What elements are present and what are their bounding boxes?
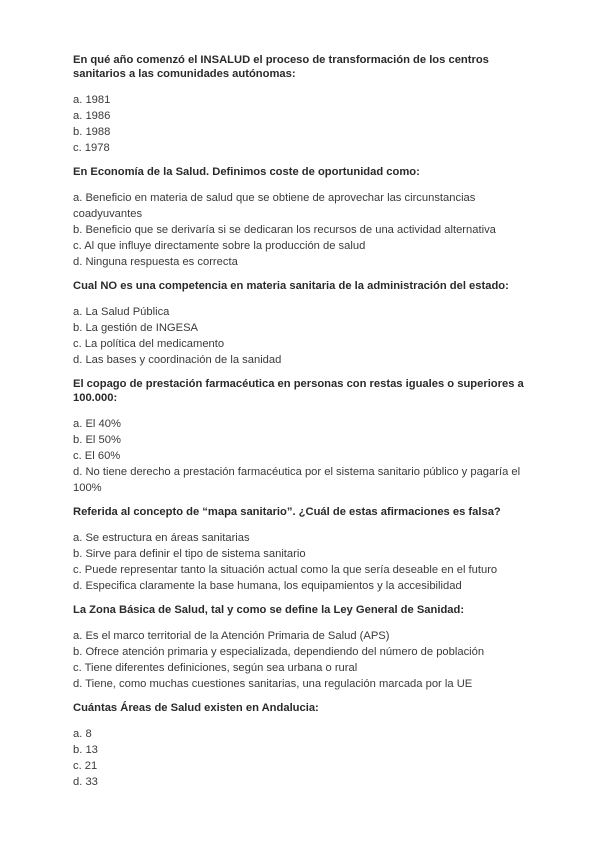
option: a. Es el marco territorial de la Atención Primaria de Salud (APS): [73, 630, 390, 642]
question-title: El copago de prestación farmacéutica en personas con restas iguales o superiores a 100.000:: [73, 378, 524, 404]
option: c. La política del medicamento: [73, 338, 225, 350]
option: c. 21: [73, 760, 98, 772]
options-list: [73, 628, 533, 692]
question-title: En qué año comenzó el INSALUD el proceso de transformación de los centros sanitarios a las comunidades autónomas:: [73, 54, 489, 80]
option: b. Sirve para definir el tipo de sistema sanitario: [73, 548, 306, 560]
option: c. 1978: [73, 142, 110, 154]
option: b. La gestión de INGESA: [73, 322, 199, 334]
options-list: [73, 530, 533, 594]
document-page: [73, 53, 533, 799]
options-list: [73, 726, 533, 790]
option: b. Beneficio que se derivaría si se dedicaran los recursos de una actividad alternativa: [73, 224, 496, 236]
option: d. Ninguna respuesta es correcta: [73, 256, 238, 268]
option: c. El 60%: [73, 450, 121, 462]
option: b. 1988: [73, 126, 111, 138]
question-6: [73, 603, 533, 692]
option: b. El 50%: [73, 434, 121, 446]
option: a. 1981: [73, 94, 111, 106]
option: a. 1986: [73, 110, 111, 122]
question-5: [73, 505, 533, 594]
option: b. 13: [73, 744, 98, 756]
options-list: [73, 416, 533, 496]
question-2: [73, 165, 533, 270]
option: a. 8: [73, 728, 92, 740]
option: c. Puede representar tanto la situación actual como la que sería deseable en el futuro: [73, 564, 498, 576]
question-title: Cuántas Áreas de Salud existen en Andalucia:: [73, 702, 319, 714]
option: c. Al que influye directamente sobre la producción de salud: [73, 240, 366, 252]
question-title: La Zona Básica de Salud, tal y como se define la Ley General de Sanidad:: [73, 604, 465, 616]
option: d. Tiene, como muchas cuestiones sanitarias, una regulación marcada por la UE: [73, 678, 473, 690]
question-4: [73, 377, 533, 496]
options-list: [73, 92, 533, 156]
option: a. Beneficio en materia de salud que se obtiene de aprovechar las circunstancias coadyuvantes: [73, 192, 476, 220]
question-1: [73, 53, 533, 156]
option: a. El 40%: [73, 418, 121, 430]
options-list: [73, 304, 533, 368]
option: d. No tiene derecho a prestación farmacéutica por el sistema sanitario público y pagaría el 100%: [73, 466, 521, 494]
option: a. La Salud Pública: [73, 306, 170, 318]
option: c. Tiene diferentes definiciones, según sea urbana o rural: [73, 662, 358, 674]
question-title: Cual NO es una competencia en materia sanitaria de la administración del estado:: [73, 280, 509, 292]
option: d. 33: [73, 776, 98, 788]
option: a. Se estructura en áreas sanitarias: [73, 532, 250, 544]
question-title: En Economía de la Salud. Definimos coste de oportunidad como:: [73, 166, 420, 178]
options-list: [73, 190, 533, 270]
question-title: Referida al concepto de “mapa sanitario”. ¿Cuál de estas afirmaciones es falsa?: [73, 506, 501, 518]
question-3: [73, 279, 533, 368]
option: b. Ofrece atención primaria y especializada, dependiendo del número de población: [73, 646, 485, 658]
question-7: [73, 701, 533, 790]
option: d. Las bases y coordinación de la sanidad: [73, 354, 282, 366]
option: d. Especifica claramente la base humana, los equipamientos y la accesibilidad: [73, 580, 462, 592]
